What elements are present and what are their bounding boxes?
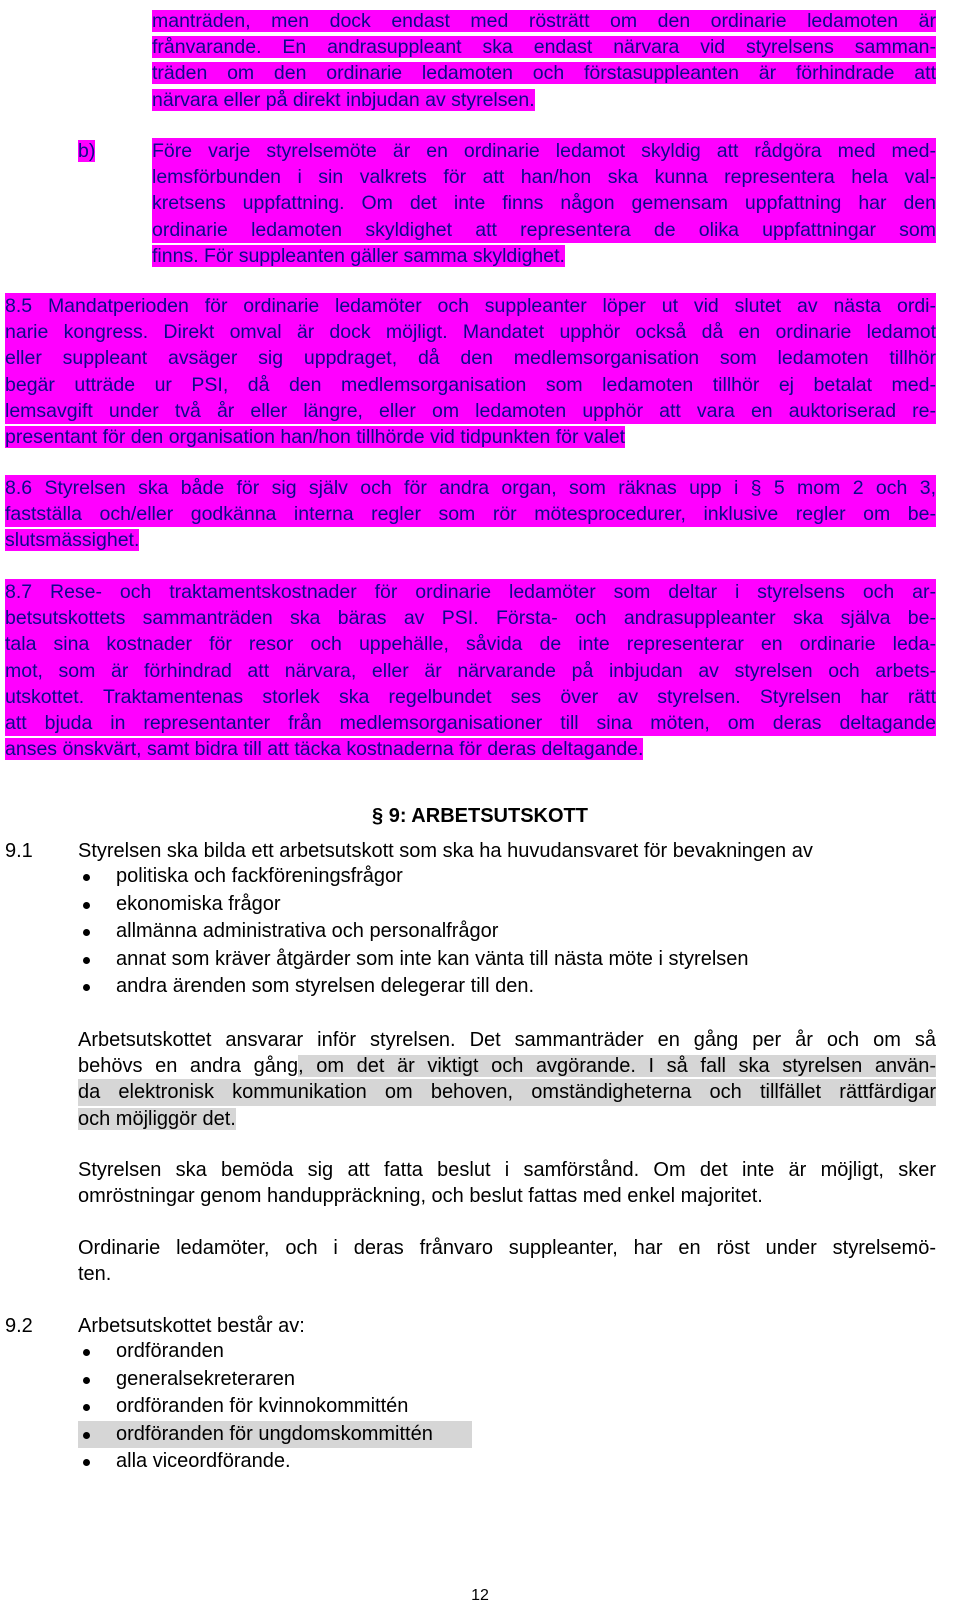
paragraph-8-7 [5, 579, 936, 762]
text-line: Ordinarie ledamöter, och i deras frånvaro suppleanter, har en röst under styrelsemö- [78, 1237, 936, 1259]
text-line: presentant för den organisation han/hon tillhörde vid tidpunkten för valet [5, 426, 626, 449]
text-line: fastställa och/eller godkänna interna regler som rör mötesprocedurer, inklusive regler om be- [5, 501, 936, 527]
text-line: närvara eller på direkt inbjudan av styrelsen. [152, 88, 535, 111]
text-line: att bjuda in representanter från medlemsorganisationer till sina möten, om deras deltagande [5, 710, 936, 736]
text-line: mot, som är förhindrad att närvara, eller är närvarande på inbjudan av styrelsen och arbets- [5, 658, 936, 684]
list-item: ordföranden för ungdomskommittén [78, 1421, 472, 1449]
text-line: Arbetsutskottet ansvarar inför styrelsen. Det sammanträder en gång per år och om så [78, 1029, 936, 1051]
list-item: ordföranden för kvinnokommittén [78, 1393, 936, 1421]
page-number: 12 [471, 1587, 489, 1604]
list-item: ordföranden [78, 1338, 936, 1366]
paragraph-8-5 [5, 293, 936, 450]
text-line: träden om den ordinarie ledamoten och förstasuppleanten är förhindrade att [152, 62, 936, 85]
text-line: betsutskottets sammanträden ska bäras av PSI. Första- och andrasuppleanter ska själva be- [5, 605, 936, 631]
section-number-9-2: 9.2 [5, 1315, 33, 1337]
bullet-list-9-2 [78, 1338, 936, 1476]
bullet-list-9-1 [78, 863, 936, 1001]
text-line: da elektronisk kommunikation om behoven, omständigheterna och tillfället rättfärdigar [78, 1079, 936, 1105]
list-item: politiska och fackföreningsfrågor [78, 863, 936, 891]
section-number-9-1: 9.1 [5, 840, 33, 862]
text-line: finns. För suppleanten gäller samma skyldighet. [152, 244, 565, 267]
text-line: kretsens uppfattning. Om det inte finns någon gemensam uppfattning har den [152, 190, 936, 216]
paragraph-8-6 [5, 475, 936, 554]
list-item: allmänna administrativa och personalfrågor [78, 918, 936, 946]
text-line: slutsmässighet. [5, 529, 140, 552]
list-label-b: b) [78, 140, 96, 162]
text-line: Före varje styrelsemöte är en ordinarie ledamot skyldig att rådgöra med med- [152, 138, 936, 164]
text-line: anses önskvärt, samt bidra till att täcka kostnaderna för deras deltagande. [5, 738, 644, 761]
text-line: , om det är viktigt och avgörande. I så fall ska styrelsen använ- [298, 1055, 936, 1078]
text-line: ordinarie ledamoten skyldighet att representera de olika uppfattningar som [152, 217, 936, 243]
list-item: andra ärenden som styrelsen delegerar till den. [78, 973, 936, 1001]
paragraph-9-1-c [78, 1235, 936, 1287]
paragraph-9-1-a [78, 1027, 936, 1132]
list-item: alla viceordförande. [78, 1448, 936, 1476]
text-line: ten. [78, 1263, 112, 1286]
text-line: eller suppleant avsäger sig uppdraget, då den medlemsorganisation som ledamoten tillhör [5, 345, 936, 371]
list-item: generalsekreteraren [78, 1366, 936, 1394]
text-line: manträden, men dock endast med rösträtt om den ordinarie ledamoten är [152, 10, 936, 32]
text-line: narie kongress. Direkt omval är dock möjligt. Mandatet upphör också då en ordinarie ledamot [5, 319, 936, 345]
text-line: utskottet. Traktamentenas storlek ska regelbundet ses över av styrelsen. Styrelsen har rätt [5, 684, 936, 710]
text-line: lemsavgift under två år eller längre, eller om ledamoten upphör att vara en auktoriserad re- [5, 398, 936, 424]
paragraph-b [152, 138, 936, 269]
list-item: annat som kräver åtgärder som inte kan vänta till nästa möte i styrelsen [78, 946, 936, 974]
text-line: behövs en andra gång [78, 1055, 299, 1078]
paragraph-continuation [152, 8, 936, 113]
section-intro-9-2: Arbetsutskottet består av: [78, 1315, 305, 1337]
text-line: omröstningar genom handuppräckning, och beslut fattas med enkel majoritet. [78, 1185, 763, 1208]
text-line: 8.5 Mandatperioden för ordinarie ledamöter och suppleanter löper ut vid slutet av nästa ordi- [5, 293, 936, 319]
list-item: ekonomiska frågor [78, 891, 936, 919]
text-line: 8.6 Styrelsen ska både för sig själv och för andra organ, som räknas upp i § 5 mom 2 och 3, [5, 475, 936, 501]
text-line: Styrelsen ska bemöda sig att fatta beslut i samförstånd. Om det inte är möjligt, sker [78, 1159, 936, 1181]
text-line: lemsförbunden i sin valkrets för att han/hon ska kunna representera hela val- [152, 164, 936, 190]
text-line: begär utträde ur PSI, då den medlemsorganisation som ledamoten tillhör ej betalat med- [5, 372, 936, 398]
section-heading: § 9: ARBETSUTSKOTT [372, 805, 588, 827]
text-line: frånvarande. En andrasuppleant ska endast närvara vid styrelsens samman- [152, 36, 936, 59]
section-intro-9-1: Styrelsen ska bilda ett arbetsutskott som ska ha huvudansvaret för bevakningen av [78, 840, 813, 862]
text-line: och möjliggör det. [78, 1107, 236, 1130]
paragraph-9-1-b [78, 1157, 936, 1209]
text-line: tala sina kostnader för resor och uppehälle, såvida de inte representerar en ordinarie leda- [5, 631, 936, 657]
text-line: 8.7 Rese- och traktamentskostnader för ordinarie ledamöter som deltar i styrelsens och ar- [5, 579, 936, 605]
